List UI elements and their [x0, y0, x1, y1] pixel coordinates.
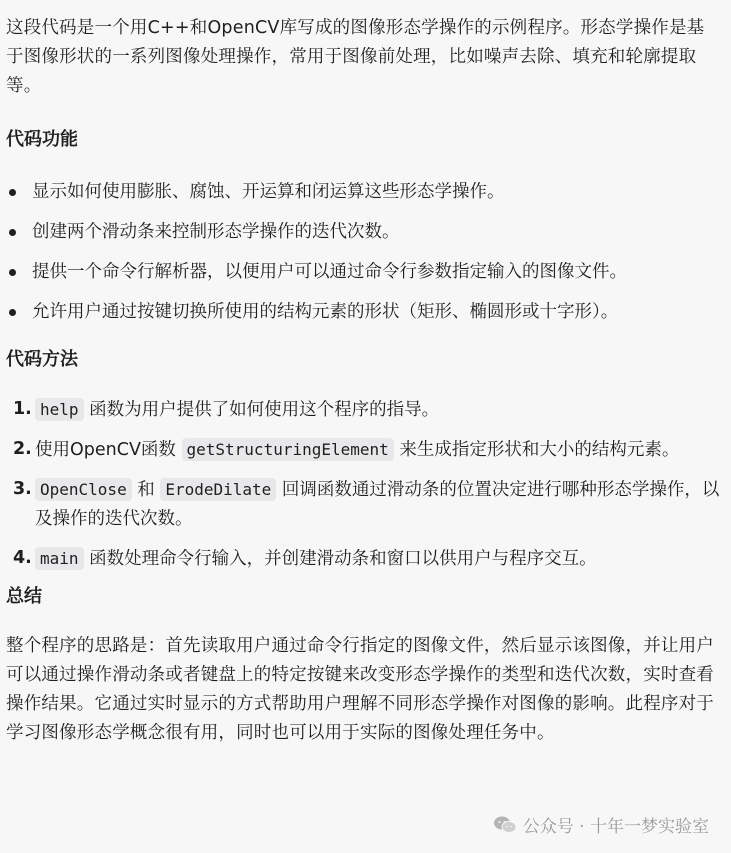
list-number: 2.: [13, 439, 32, 459]
inline-code: OpenClose: [35, 478, 132, 501]
list-item: 允许用户通过按键切换所使用的结构元素的形状（矩形、椭圆形或十字形）。: [6, 299, 722, 325]
inline-code: main: [35, 547, 84, 570]
watermark: [493, 812, 709, 837]
summary-paragraph: 整个程序的思路是：首先读取用户通过命令行指定的图像文件，然后显示该图像，并让用户可以通过操作滑动条或者键盘上的特定按键来改变形态学操作的类型和迭代次数，实时查看操作结果。它通过实时显示的方式帮助用户理解不同形态学操作对图像的影响。此程序对于学习图像形态学概念很有用，同时也可以用于实际的图像处理任务中。: [6, 636, 714, 743]
list-item: 创建两个滑动条来控制形态学操作的迭代次数。: [6, 219, 722, 245]
bullet-icon: [9, 229, 16, 236]
list-item: 4. main 函数处理命令行输入，并创建滑动条和窗口以供用户与程序交互。: [6, 544, 722, 574]
inline-code: help: [35, 398, 84, 421]
features-heading: 代码功能: [6, 129, 78, 150]
bullet-icon: [9, 309, 16, 316]
document-body: [6, 14, 722, 748]
methods-heading: 代码方法: [6, 349, 78, 370]
bullet-icon: [9, 269, 16, 276]
list-item: 提供一个命令行解析器，以便用户可以通过命令行参数指定输入的图像文件。: [6, 259, 722, 285]
inline-code: ErodeDilate: [160, 478, 276, 501]
list-number: 1.: [13, 399, 32, 419]
bullet-icon: [9, 189, 16, 196]
inline-code: getStructuringElement: [182, 438, 394, 461]
wechat-icon: [493, 815, 517, 835]
summary-heading: 总结: [6, 586, 42, 607]
list-item: 3. OpenClose 和 ErodeDilate 回调函数通过滑动条的位置决定进行哪种形态学操作，以及操作的迭代次数。: [6, 475, 722, 534]
intro-paragraph: 这段代码是一个用C++和OpenCV库写成的图像形态学操作的示例程序。形态学操作是基于图像形状的一系列图像处理操作，常用于图像前处理，比如噪声去除、填充和轮廓提取等。: [6, 18, 705, 96]
list-number: 3.: [13, 479, 32, 499]
list-number: 4.: [13, 548, 32, 568]
watermark-text: 公众号 · 十年一梦实验室: [522, 817, 709, 837]
list-item: 显示如何使用膨胀、腐蚀、开运算和闭运算这些形态学操作。: [6, 179, 722, 205]
features-list: [6, 179, 722, 325]
list-item: 2. 使用OpenCV函数 getStructuringElement 来生成指定形状和大小的结构元素。: [6, 435, 722, 465]
list-item: 1. help 函数为用户提供了如何使用这个程序的指导。: [6, 395, 722, 425]
methods-list: [6, 395, 722, 574]
